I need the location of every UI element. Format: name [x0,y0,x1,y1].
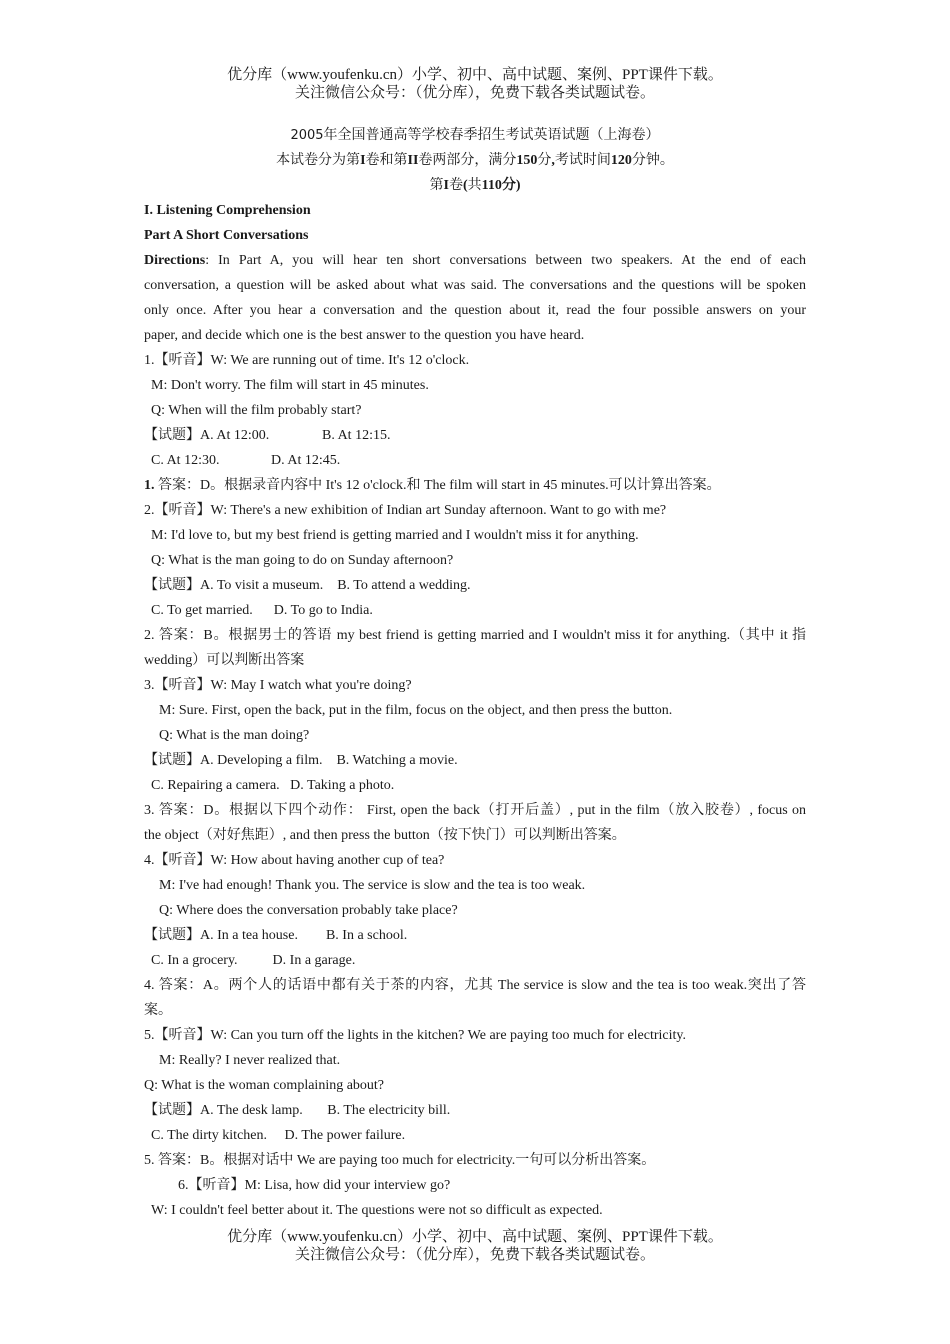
q1-option-d: D. At 12:45. [271,453,341,468]
directions-label: Directions [144,253,206,268]
directions-line [144,248,806,273]
q4-answer: 4. 答案：A。两个人的话语中都有关于茶的内容，尤其 The service is slow and the tea is too weak.突出了答 [144,978,806,993]
q3-line: Q: What is the man doing? [159,728,310,743]
directions-text: : In Part A, you will hear ten short conversations between two speakers. At the end of each [205,253,806,268]
q1-options-ab [144,423,806,448]
info-text: 分 [537,153,552,168]
q5-line: Q: What is the woman complaining about? [144,1078,385,1093]
info-bold: 150 [516,153,538,168]
q5-answer: 5. 答案：B。根据对话中 We are paying too much for electricity.一句可以分析出答案。 [144,1153,656,1168]
exam-title-text: 年全国普通高等学校春季招生考试英语试题（上海卷） [323,128,660,143]
directions-line: conversation, a question will be asked about what was said. The conversations and the questions will be spoken [144,278,806,293]
q4-options-cd: C. In a grocery. D. In a garage. [151,953,356,968]
info-bold: II [407,153,419,168]
q6-line: 6.【听音】M: Lisa, how did your interview go? [178,1178,451,1193]
exam-year: 2005 [290,128,324,143]
q5-options-ab: 【试题】A. The desk lamp. B. The electricity bill. [144,1103,451,1118]
q5-line: M: Really? I never realized that. [159,1053,341,1068]
q1-answer-num: 1. [144,478,155,493]
vol-bold: 110 [481,178,502,193]
banner-line-2: 关注微信公众号：（优分库），免费下载各类试题试卷。 [294,1247,655,1263]
q4-options-ab: 【试题】A. In a tea house. B. In a school. [144,928,408,943]
q1-answer-text: 答案：D。根据录音内容中 It's 12 o'clock.和 The film will start in 45 minutes.可以计算出答案。 [154,478,721,493]
q4-line: Q: Where does the conversation probably take place? [159,903,458,918]
q1-answer [144,473,806,498]
section-heading: I. Listening Comprehension [144,203,311,218]
q1-option-c: C. At 12:30. [151,453,220,468]
info-text: 本试卷分为第 [276,153,361,168]
vol-text: 卷 [448,178,463,193]
q3-answer: the object（对好焦距）, and then press the button（按下快门）可以判断出答案。 [144,828,626,843]
volume-heading [0,176,950,196]
vol-bold: 分) [501,178,521,193]
q1-line: Q: When will the film probably start? [151,403,362,418]
q1-options-cd [144,448,806,473]
q6-line: W: I couldn't feel better about it. The questions were not so difficult as expected. [151,1203,603,1218]
exam-info [0,151,950,171]
info-text: 分钟。 [631,153,674,168]
bottom-banner [0,1228,950,1264]
vol-text: 共 [467,178,482,193]
q2-line: 2.【听音】W: There's a new exhibition of Indian art Sunday afternoon. Want to go with me? [144,503,667,518]
q4-answer: 案。 [144,1003,172,1018]
top-banner [0,66,950,102]
info-bold: , [551,153,555,168]
q2-answer: 2. 答案：B。根据男士的答语 my best friend is getting married and I wouldn't miss it for anything.（其中 it 指 [144,628,806,643]
directions-line: only once. After you hear a conversation and the question about it, read the four possible answers on your [144,303,806,318]
part-heading: Part A Short Conversations [144,228,309,243]
exam-content [144,198,806,1223]
q1-option-b: B. At 12:15. [322,428,391,443]
banner-line-1: 优分库（www.youfenku.cn）小学、初中、高中试题、案例、PPT课件下载。 [227,1229,723,1245]
q5-line: 5.【听音】W: Can you turn off the lights in the kitchen? We are paying too much for electricity. [144,1028,687,1043]
q2-line: Q: What is the man going to do on Sunday afternoon? [151,553,454,568]
vol-bold: I [443,178,449,193]
directions-line: paper, and decide which one is the best answer to the question you have heard. [144,328,585,343]
q5-options-cd: C. The dirty kitchen. D. The power failure. [151,1128,406,1143]
info-text: 卷和第 [365,153,408,168]
vol-bold: ( [462,178,468,193]
q3-line: M: Sure. First, open the back, put in the film, focus on the object, and then press the button. [159,703,673,718]
q1-option-a: 【试题】A. At 12:00. [144,428,270,443]
q2-options-ab: 【试题】A. To visit a museum. B. To attend a wedding. [144,578,471,593]
q4-line: M: I've had enough! Thank you. The service is slow and the tea is too weak. [159,878,586,893]
q2-options-cd: C. To get married. D. To go to India. [151,603,373,618]
banner-line-2: 关注微信公众号：（优分库），免费下载各类试题试卷。 [294,85,655,101]
q2-line: M: I'd love to, but my best friend is getting married and I wouldn't miss it for anything. [151,528,639,543]
vol-text: 第 [429,178,444,193]
q2-answer: wedding）可以判断出答案 [144,653,305,668]
info-text: 考试时间 [554,153,611,168]
q3-answer: 3. 答案：D。根据以下四个动作： First, open the back（打开后盖）, put in the film（放入胶卷）, focus on [144,803,806,818]
q3-line: 3.【听音】W: May I watch what you're doing? [144,678,412,693]
q3-options-cd: C. Repairing a camera. D. Taking a photo. [151,778,395,793]
info-bold: I [360,153,366,168]
banner-line-1: 优分库（www.youfenku.cn）小学、初中、高中试题、案例、PPT课件下载。 [227,67,723,83]
q3-options-ab: 【试题】A. Developing a film. B. Watching a movie. [144,753,458,768]
q1-line: M: Don't worry. The film will start in 45 minutes. [151,378,429,393]
exam-title [0,126,950,146]
info-text: 卷两部分，满分 [418,153,517,168]
info-bold: 120 [610,153,632,168]
q1-line: 1.【听音】W: We are running out of time. It's 12 o'clock. [144,353,470,368]
q4-line: 4.【听音】W: How about having another cup of tea? [144,853,445,868]
